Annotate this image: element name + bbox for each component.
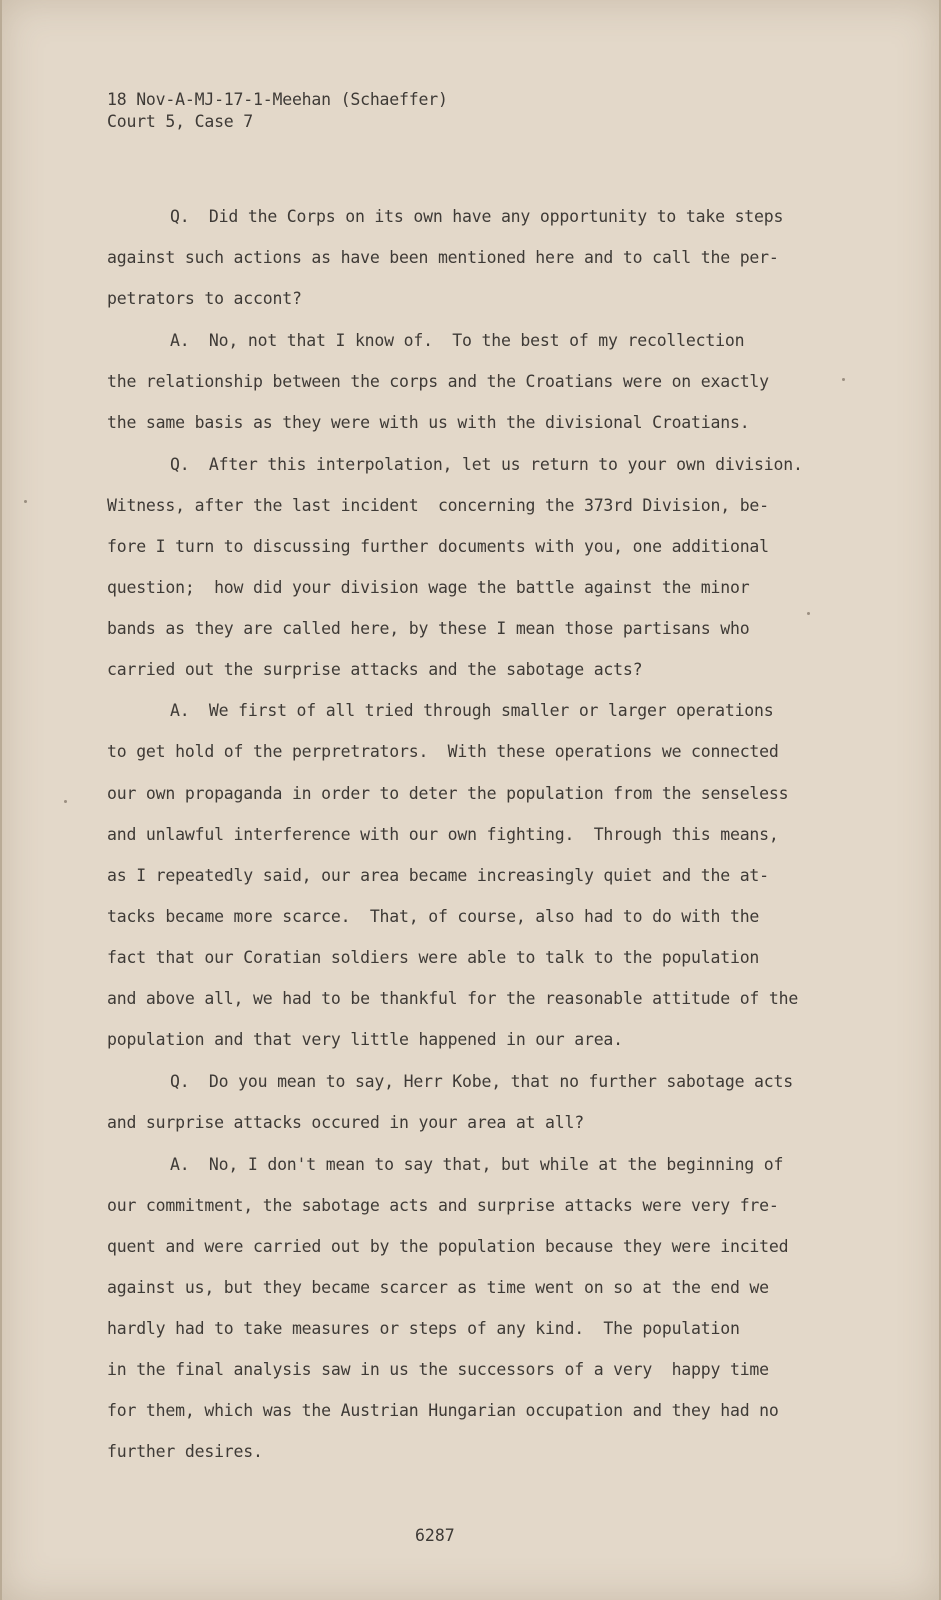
text-line: fore I turn to discussing further documents with you, one additional bbox=[107, 537, 769, 556]
question-line: Q. Did the Corps on its own have any opportunity to take steps bbox=[170, 207, 784, 226]
text-line: carried out the surprise attacks and the sabotage acts? bbox=[107, 660, 643, 679]
text-line: as I repeatedly said, our area became increasingly quiet and the at- bbox=[107, 866, 769, 885]
answer-line: A. No, I don't mean to say that, but while at the beginning of bbox=[170, 1155, 784, 1174]
question-line: Q. Do you mean to say, Herr Kobe, that no further sabotage acts bbox=[170, 1072, 793, 1091]
text-line: the relationship between the corps and the Croatians were on exactly bbox=[107, 372, 769, 391]
paper-speck bbox=[807, 612, 810, 615]
text-line: hardly had to take measures or steps of any kind. The population bbox=[107, 1319, 740, 1338]
text-line: and surprise attacks occured in your area at all? bbox=[107, 1113, 584, 1132]
text-line: against us, but they became scarcer as time went on so at the end we bbox=[107, 1278, 769, 1297]
question-line: Q. After this interpolation, let us return to your own division. bbox=[170, 455, 803, 474]
text-line: for them, which was the Austrian Hungarian occupation and they had no bbox=[107, 1401, 779, 1420]
text-line: tacks became more scarce. That, of course, also had to do with the bbox=[107, 907, 760, 926]
text-line: and unlawful interference with our own fighting. Through this means, bbox=[107, 825, 779, 844]
text-line: further desires. bbox=[107, 1442, 263, 1461]
typewritten-text bbox=[2, 0, 939, 1600]
text-line: petrators to accont? bbox=[107, 289, 302, 308]
text-line: the same basis as they were with us with the divisional Croatians. bbox=[107, 413, 750, 432]
text-line: quent and were carried out by the population because they were incited bbox=[107, 1237, 789, 1256]
text-line: against such actions as have been mentioned here and to call the per- bbox=[107, 248, 779, 267]
text-line: in the final analysis saw in us the successors of a very happy time bbox=[107, 1360, 769, 1379]
text-line: Witness, after the last incident concerning the 373rd Division, be- bbox=[107, 496, 769, 515]
header-case-reference: 18 Nov-A-MJ-17-1-Meehan (Schaeffer) bbox=[107, 90, 448, 109]
paper-speck bbox=[64, 800, 67, 803]
header-court-case: Court 5, Case 7 bbox=[107, 112, 254, 131]
text-line: and above all, we had to be thankful for the reasonable attitude of the bbox=[107, 989, 799, 1008]
text-line: question; how did your division wage the battle against the minor bbox=[107, 578, 750, 597]
text-line: to get hold of the perpretrators. With these operations we connected bbox=[107, 742, 779, 761]
text-line: bands as they are called here, by these I mean those partisans who bbox=[107, 619, 750, 638]
text-line: our own propaganda in order to deter the population from the senseless bbox=[107, 784, 789, 803]
page-number: 6287 bbox=[415, 1526, 455, 1545]
text-line: fact that our Coratian soldiers were able to talk to the population bbox=[107, 948, 760, 967]
answer-line: A. We first of all tried through smaller or larger operations bbox=[170, 701, 774, 720]
paper-speck bbox=[842, 378, 845, 381]
paper-speck bbox=[24, 500, 27, 503]
answer-line: A. No, not that I know of. To the best of my recollection bbox=[170, 331, 745, 350]
text-line: our commitment, the sabotage acts and surprise attacks were very fre- bbox=[107, 1196, 779, 1215]
text-line: population and that very little happened in our area. bbox=[107, 1030, 623, 1049]
document-page bbox=[2, 0, 939, 1600]
